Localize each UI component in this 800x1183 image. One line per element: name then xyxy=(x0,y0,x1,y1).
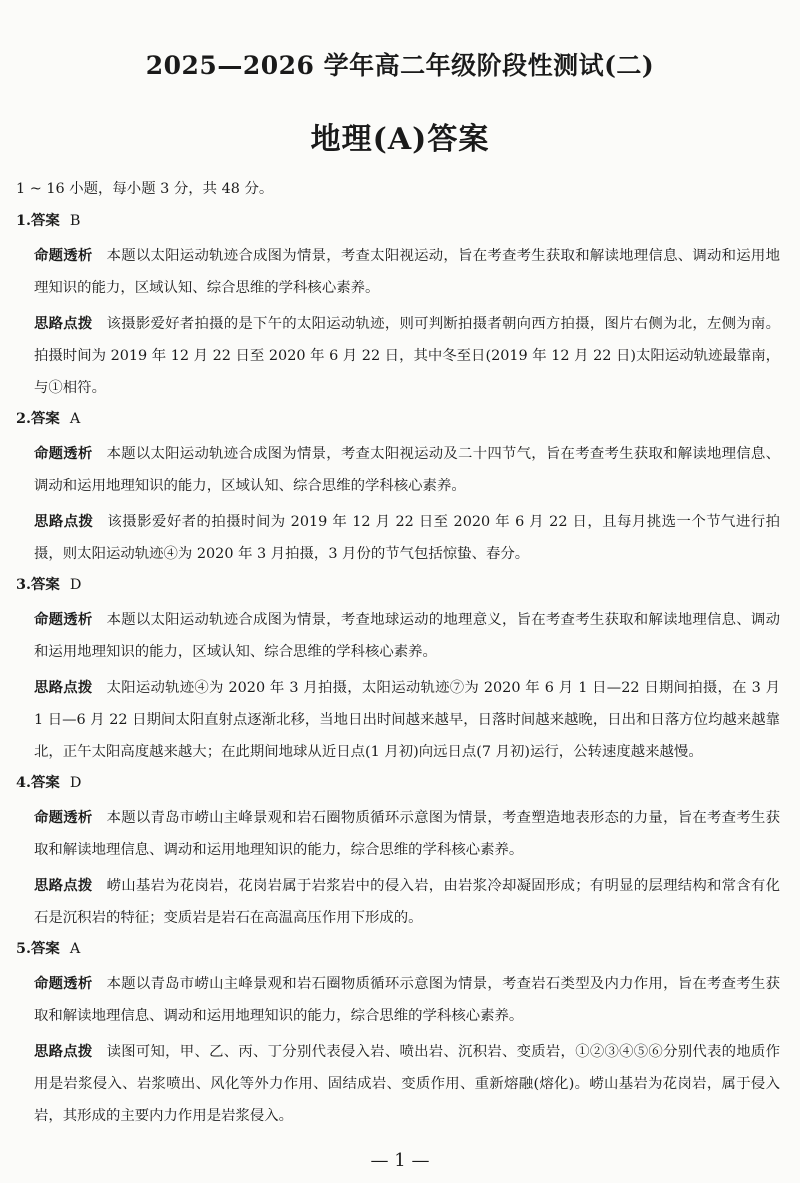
question-number: 2. xyxy=(16,410,32,427)
hint-text: 崂山基岩为花岗岩，花岗岩属于岩浆岩中的侵入岩，由岩浆冷却凝固形成；有明显的层理结构和常含有化石是沉积岩的特征；变质岩是岩石在高温高压作用下形成的。 xyxy=(34,878,780,926)
hint-paragraph xyxy=(34,506,780,570)
hint-label: 思路点拨 xyxy=(34,877,93,894)
analysis-label: 命题透析 xyxy=(34,975,93,992)
answer-value: B xyxy=(69,213,81,229)
hint-label: 思路点拨 xyxy=(34,315,93,332)
answer-value: D xyxy=(69,577,82,593)
answer-value: D xyxy=(69,775,82,791)
question-block xyxy=(16,574,780,768)
hint-text: 太阳运动轨迹④为 2020 年 3 月拍摄，太阳运动轨迹⑦为 2020 年 6 月 1 日—22 日期间拍摄，在 3 月 1 日—6 月 22 日期间太阳直射点逐渐北移，当地日出时间越来越早，日落时间越来越晚，日出和日落方位均越来越靠北，正午太阳高度越来越大；在此期间地球从近日点(1 月初)向远日点(7 月初)运行，公转速度越来越慢。 xyxy=(34,680,780,760)
question-block xyxy=(16,938,780,1132)
answer-label: 答案 xyxy=(31,410,60,427)
question-block xyxy=(16,772,780,934)
hint-paragraph xyxy=(34,870,780,934)
hint-paragraph xyxy=(34,672,780,768)
analysis-paragraph xyxy=(34,968,780,1032)
document-subtitle: 地理(A)答案 xyxy=(310,122,490,157)
question-header xyxy=(16,772,780,794)
hint-paragraph xyxy=(34,1036,780,1132)
analysis-label: 命题透析 xyxy=(34,247,93,264)
analysis-text: 本题以太阳运动轨迹合成图为情景，考查太阳视运动及二十四节气，旨在考查考生获取和解读地理信息、调动和运用地理知识的能力，区域认知、综合思维的学科核心素养。 xyxy=(34,446,780,494)
hint-text: 该摄影爱好者拍摄的是下午的太阳运动轨迹，则可判断拍摄者朝向西方拍摄，图片右侧为北，左侧为南。拍摄时间为 2019 年 12 月 22 日至 2020 年 6 月 22 日，其中冬至日(2019 年 12 月 22 日)太阳运动轨迹最靠南，与①相符。 xyxy=(34,316,780,396)
question-number: 5. xyxy=(16,940,32,957)
question-header xyxy=(16,210,780,232)
analysis-paragraph xyxy=(34,802,780,866)
section-intro: 1 ~ 16 小题，每小题 3 分，共 48 分。 xyxy=(16,181,274,197)
answer-label: 答案 xyxy=(31,940,60,957)
analysis-paragraph xyxy=(34,438,780,502)
document-title: 2025—2026 学年高二年级阶段性测试(二) xyxy=(145,51,655,80)
hint-text: 该摄影爱好者的拍摄时间为 2019 年 12 月 22 日至 2020 年 6 月 22 日，且每月挑选一个节气进行拍摄，则太阳运动轨迹④为 2020 年 3 月拍摄，3 月份的节气包括惊蛰、春分。 xyxy=(34,514,780,562)
hint-label: 思路点拨 xyxy=(34,513,94,530)
hint-text: 读图可知，甲、乙、丙、丁分别代表侵入岩、喷出岩、沉积岩、变质岩，①②③④⑤⑥分别代表的地质作用是岩浆侵入、岩浆喷出、风化等外力作用、固结成岩、变质作用、重新熔融(熔化)。崂山基岩为花岗岩，属于侵入岩，其形成的主要内力作用是岩浆侵入。 xyxy=(34,1044,780,1124)
hint-label: 思路点拨 xyxy=(34,679,93,696)
analysis-paragraph xyxy=(34,604,780,668)
answer-value: A xyxy=(69,941,81,957)
analysis-label: 命题透析 xyxy=(34,445,93,462)
answer-value: A xyxy=(69,411,81,427)
page-number: — 1 — xyxy=(370,1150,430,1171)
analysis-text: 本题以太阳运动轨迹合成图为情景，考查地球运动的地理意义，旨在考查考生获取和解读地理信息、调动和运用地理知识的能力，区域认知、综合思维的学科核心素养。 xyxy=(34,612,780,660)
question-header xyxy=(16,938,780,960)
analysis-paragraph xyxy=(34,240,780,304)
answer-content xyxy=(16,178,780,1136)
analysis-text: 本题以太阳运动轨迹合成图为情景，考查太阳视运动，旨在考查考生获取和解读地理信息、调动和运用地理知识的能力，区域认知、综合思维的学科核心素养。 xyxy=(34,248,780,296)
hint-label: 思路点拨 xyxy=(34,1043,93,1060)
question-block xyxy=(16,210,780,404)
hint-paragraph xyxy=(34,308,780,404)
analysis-label: 命题透析 xyxy=(34,611,93,628)
analysis-text: 本题以青岛市崂山主峰景观和岩石圈物质循环示意图为情景，考查塑造地表形态的力量，旨在考查考生获取和解读地理信息、调动和运用地理知识的能力，综合思维的学科核心素养。 xyxy=(34,810,780,858)
answer-label: 答案 xyxy=(31,576,60,593)
question-block xyxy=(16,408,780,570)
question-header xyxy=(16,408,780,430)
answer-label: 答案 xyxy=(31,212,60,229)
analysis-text: 本题以青岛市崂山主峰景观和岩石圈物质循环示意图为情景，考查岩石类型及内力作用，旨在考查考生获取和解读地理信息、调动和运用地理知识的能力，综合思维的学科核心素养。 xyxy=(34,976,780,1024)
question-number: 1. xyxy=(16,212,32,229)
answer-label: 答案 xyxy=(31,774,60,791)
question-number: 4. xyxy=(16,774,32,791)
analysis-label: 命题透析 xyxy=(34,809,93,826)
question-number: 3. xyxy=(16,576,32,593)
question-header xyxy=(16,574,780,596)
